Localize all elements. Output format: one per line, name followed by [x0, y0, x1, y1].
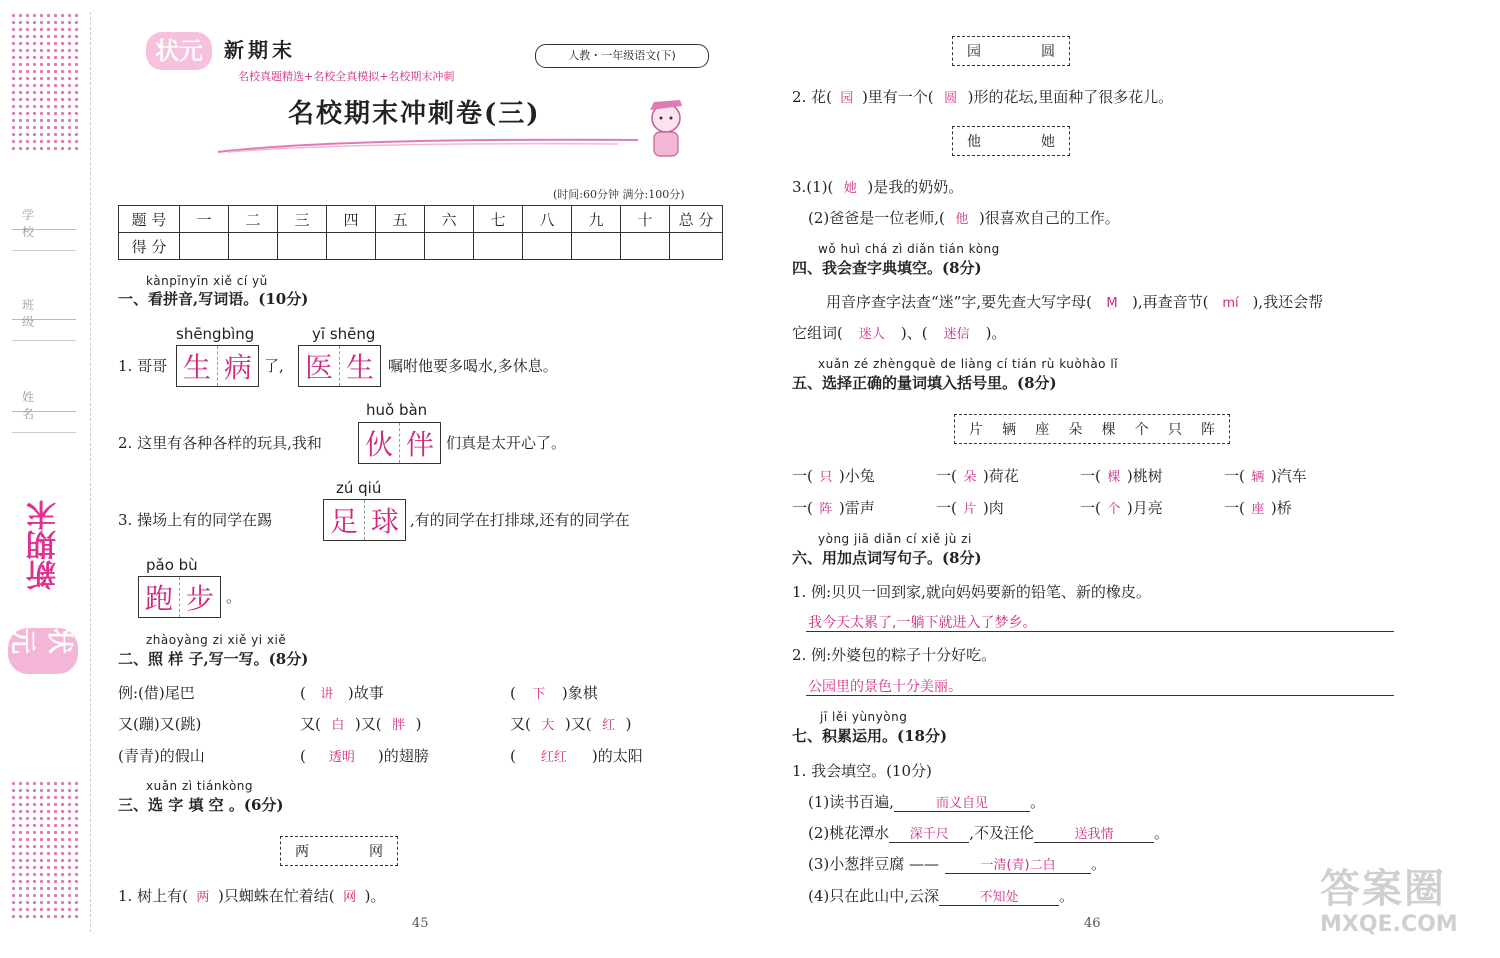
q2-pinyin: huǒ bàn — [366, 401, 428, 419]
text: )小兔 — [838, 467, 875, 485]
answer[interactable]: 红红 — [540, 750, 567, 765]
choice-box-1 — [280, 836, 398, 866]
answer[interactable]: mí — [1222, 296, 1239, 311]
score-cell[interactable] — [670, 233, 723, 260]
text: )只蜘蛛在忙着结( — [217, 887, 335, 905]
watermark-title: 答案圈 — [1320, 866, 1446, 912]
class-field[interactable]: 班级 — [12, 296, 76, 320]
text: 2. 花( — [792, 88, 832, 106]
score-header-cell: 四 — [327, 206, 376, 233]
q1-pinyin-2: yī shēng — [312, 325, 376, 343]
text: 它组词( — [792, 324, 843, 342]
paren: ( — [300, 684, 306, 702]
answer[interactable]: 他 — [955, 212, 969, 227]
answer-char: 跑 — [139, 577, 180, 617]
score-cell[interactable] — [425, 233, 474, 260]
answer[interactable]: 片 — [963, 502, 977, 517]
choice: 座 — [1035, 422, 1050, 438]
text: )的太阳 — [591, 747, 643, 765]
table-row — [119, 233, 723, 260]
text: )形的花坛,里面种了很多花儿。 — [967, 88, 1174, 106]
answer-line — [806, 631, 1394, 632]
answer-char: 伴 — [405, 428, 434, 461]
fold-line — [90, 12, 91, 932]
s7-fill-4 — [808, 885, 1074, 906]
s7-subtitle: 1. 我会填空。(10分) — [792, 762, 932, 780]
paren: ( — [300, 747, 306, 765]
text: 又( — [510, 715, 531, 733]
answer[interactable]: 阵 — [819, 502, 833, 517]
mw-item — [1224, 497, 1292, 518]
answer[interactable]: 一清(青)二白 — [945, 854, 1091, 874]
answer-char: 伙 — [359, 423, 400, 463]
choice: 棵 — [1101, 422, 1116, 438]
text: 一( — [1224, 499, 1245, 517]
answer[interactable]: 迷人 — [858, 327, 885, 342]
choice: 个 — [1134, 422, 1149, 438]
answer[interactable]: 棵 — [1107, 470, 1121, 485]
q1-prefix: 1. 哥哥 — [118, 357, 168, 375]
answer-char: 足 — [324, 500, 365, 540]
q2-prefix: 2. 这里有各种各样的玩具,我和 — [118, 434, 322, 452]
q2-suffix: 们真是太开心了。 — [446, 434, 567, 452]
text: )。 — [364, 887, 386, 905]
score-header-cell: 六 — [425, 206, 474, 233]
s2-example-3: (青青)的假山 — [118, 747, 205, 765]
score-cell[interactable] — [229, 233, 278, 260]
text: )里有一个( — [861, 88, 934, 106]
text: (3)小葱拌豆腐 —— — [808, 855, 940, 873]
q3-pinyin: zú qiú — [336, 479, 382, 497]
answer[interactable]: 网 — [343, 890, 357, 905]
s2-r3-b — [300, 745, 429, 766]
answer[interactable]: 圆 — [944, 91, 958, 106]
school-field[interactable]: 学校 — [12, 206, 76, 230]
q1-answer-grid-2[interactable] — [298, 345, 381, 387]
answer[interactable]: 她 — [843, 181, 857, 196]
text: )肉 — [982, 499, 1004, 517]
watermark-url: MXQE.COM — [1320, 912, 1458, 937]
mw-item — [1224, 465, 1307, 486]
answer-char: 生 — [177, 346, 218, 386]
s4-line-2 — [792, 322, 1006, 343]
answer[interactable]: 红 — [602, 718, 616, 733]
brand-title: 新期末 — [224, 38, 296, 62]
text: 一( — [792, 467, 813, 485]
page-number-left: 45 — [412, 916, 429, 931]
answer[interactable]: 大 — [541, 718, 555, 733]
score-cell[interactable] — [621, 233, 670, 260]
choice: 园 — [967, 44, 981, 60]
text: 又( — [300, 715, 321, 733]
score-cell[interactable] — [278, 233, 327, 260]
answer[interactable]: 胖 — [392, 718, 406, 733]
answer[interactable]: 座 — [1251, 502, 1265, 517]
class-line — [12, 340, 76, 341]
mw-item — [936, 465, 1019, 486]
page-title: 名校期末冲刺卷(三) — [288, 99, 541, 129]
text: (2)爸爸是一位老师,( — [808, 209, 945, 227]
s7-fill-3 — [808, 853, 1106, 874]
q3-prefix: 3. 操场上有的同学在踢 — [118, 511, 273, 529]
score-cell[interactable] — [376, 233, 425, 260]
answer[interactable]: 个 — [1107, 502, 1121, 517]
answer-char: 球 — [370, 505, 399, 538]
watermark — [1320, 866, 1492, 952]
q1-mid: 了, — [264, 357, 284, 375]
answer[interactable]: M — [1106, 296, 1118, 311]
q3-suffix: ,有的同学在打排球,还有的同学在 — [410, 511, 630, 529]
score-header-cell: 五 — [376, 206, 425, 233]
answer[interactable]: 不知处 — [939, 886, 1059, 906]
name-field[interactable]: 姓名 — [12, 388, 76, 412]
s4-line-1 — [826, 291, 1323, 312]
brand-vertical: 新期末 — [27, 500, 62, 590]
text: )又( — [564, 715, 592, 733]
s3-q3b — [808, 207, 1120, 228]
school-line — [12, 250, 76, 251]
section-3-pinyin: xuǎn zì tiánkòng — [146, 779, 254, 793]
answer[interactable]: 讲 — [320, 687, 334, 702]
text: 。 — [1059, 887, 1075, 905]
answer[interactable]: 而义自见 — [894, 792, 1030, 812]
score-cell[interactable] — [180, 233, 229, 260]
section-7-title: 七、积累运用。(18分) — [792, 727, 948, 745]
answer[interactable]: 两 — [196, 890, 210, 905]
name-line — [12, 432, 76, 433]
text: )是我的奶奶。 — [867, 178, 964, 196]
answer[interactable]: 透明 — [328, 750, 355, 765]
text: )、( — [900, 324, 928, 342]
answer[interactable]: 辆 — [1251, 470, 1265, 485]
measure-word-box — [954, 414, 1230, 444]
q3-answer-grid[interactable] — [323, 499, 406, 541]
text: )桥 — [1270, 499, 1292, 517]
score-header-cell: 二 — [229, 206, 278, 233]
text: )很喜欢自己的工作。 — [978, 209, 1120, 227]
s7-fill-1 — [808, 791, 1045, 812]
choice: 朵 — [1068, 422, 1083, 438]
text: (1)读书百遍, — [808, 793, 895, 811]
text: 一( — [792, 499, 813, 517]
brand-logo: 状元 — [146, 32, 212, 70]
choice: 她 — [1041, 134, 1055, 150]
text: 3.(1)( — [792, 178, 834, 196]
s7-fill-2 — [808, 822, 1169, 843]
s6-answer-2[interactable]: 公园里的景色十分美丽。 — [808, 679, 962, 695]
text: )月亮 — [1126, 499, 1163, 517]
text: ) — [625, 715, 632, 733]
text: 。 — [1091, 855, 1107, 873]
choice: 两 — [295, 844, 309, 860]
s3-q1 — [118, 885, 386, 906]
text: 。 — [1030, 793, 1046, 811]
section-5-title: 五、选择正确的量词填入括号里。(8分) — [792, 374, 1057, 392]
score-header-cell: 八 — [523, 206, 572, 233]
text: )。 — [985, 324, 1007, 342]
text: 。 — [1154, 824, 1170, 842]
q2-answer-grid[interactable] — [358, 422, 441, 464]
text: 一( — [936, 467, 957, 485]
section-5-pinyin: xuǎn zé zhèngquè de liàng cí tián rù kuòhào lǐ — [818, 357, 1119, 371]
score-header-cell: 十 — [621, 206, 670, 233]
choice: 只 — [1167, 422, 1182, 438]
page-number-right: 46 — [1084, 916, 1101, 931]
paren: ( — [510, 747, 516, 765]
q4-answer-grid[interactable] — [138, 576, 221, 618]
section-6-pinyin: yòng jiā diǎn cí xiě jù zi — [818, 532, 972, 546]
decor-dots-bottom — [10, 780, 80, 920]
section-1-title: 一、看拼音,写词语。(10分) — [118, 290, 309, 308]
text: )荷花 — [982, 467, 1019, 485]
answer[interactable]: 园 — [840, 91, 854, 106]
section-4-title: 四、我会查字典填空。(8分) — [792, 259, 982, 277]
q1-answer-grid-1[interactable] — [176, 345, 259, 387]
text: ),我还会帮 — [1252, 293, 1324, 311]
text: ),再查音节( — [1131, 293, 1209, 311]
score-header-cell: 一 — [180, 206, 229, 233]
text: (2)桃花潭水 — [808, 824, 890, 842]
answer[interactable]: 只 — [819, 470, 833, 485]
mw-item — [792, 497, 875, 518]
answer-char: 病 — [223, 351, 252, 384]
answer-char: 医 — [299, 346, 340, 386]
answer[interactable]: 迷信 — [943, 327, 970, 342]
s2-example-1: 例:(借)尾巴 — [118, 684, 195, 702]
choice: 网 — [369, 844, 383, 860]
choice-box-2 — [952, 36, 1070, 66]
paren: ( — [510, 684, 516, 702]
score-header-cell: 题 号 — [119, 206, 180, 233]
s2-r2-c — [510, 713, 631, 734]
text: )桃树 — [1126, 467, 1163, 485]
s6-q1: 1. 例:贝贝一回到家,就向妈妈要新的铅笔、新的橡皮。 — [792, 583, 1151, 601]
score-header-cell: 九 — [572, 206, 621, 233]
s2-r1-b — [300, 682, 384, 703]
answer-line — [806, 695, 1394, 696]
section-2-title: 二、照 样 子,写一写。(8分) — [118, 650, 309, 668]
s2-r2-b — [300, 713, 421, 734]
title-swoosh — [218, 136, 638, 154]
choice: 他 — [967, 134, 981, 150]
text: 1. 树上有( — [118, 887, 188, 905]
s6-q2: 2. 例:外婆包的粽子十分好吃。 — [792, 646, 997, 664]
choice: 阵 — [1200, 422, 1215, 438]
answer[interactable]: 深千尺 — [889, 823, 969, 843]
choice: 片 — [969, 422, 983, 438]
text: 一( — [1080, 499, 1101, 517]
s2-example-2: 又(蹦)又(跳) — [118, 715, 202, 733]
mw-item — [1080, 465, 1163, 486]
answer[interactable]: 下 — [532, 687, 546, 702]
text: )雷声 — [838, 499, 875, 517]
answer-char: 步 — [185, 582, 214, 615]
edition-badge: 人教・一年级语文(下) — [535, 44, 709, 68]
section-1-pinyin: kànpīnyīn xiě cí yǔ — [146, 274, 268, 288]
section-7-pinyin: jī lěi yùnyòng — [820, 710, 908, 724]
text: )象棋 — [561, 684, 598, 702]
choice-box-3 — [952, 126, 1070, 156]
section-2-pinyin: zhàoyàng zi xiě yi xiě — [146, 633, 287, 647]
text: )汽车 — [1270, 467, 1307, 485]
text: )故事 — [347, 684, 384, 702]
answer[interactable]: 送我情 — [1034, 823, 1154, 843]
answer-char: 生 — [345, 351, 374, 384]
text: ,不及汪伦 — [969, 824, 1035, 842]
score-cell[interactable] — [327, 233, 376, 260]
q1-pinyin-1: shēngbìng — [176, 325, 255, 343]
time-note: (时间:60分钟 满分:100分) — [553, 188, 685, 201]
score-row-label: 得 分 — [119, 233, 180, 260]
choice: 圆 — [1041, 44, 1055, 60]
q4-pinyin: pǎo bù — [146, 556, 198, 574]
section-6-title: 六、用加点词写句子。(8分) — [792, 549, 982, 567]
q1-suffix: 嘱咐他要多喝水,多休息。 — [388, 357, 558, 375]
decor-dots-top — [10, 12, 80, 152]
score-cell[interactable] — [572, 233, 621, 260]
mw-item — [792, 465, 875, 486]
score-cell[interactable] — [474, 233, 523, 260]
score-table — [118, 205, 723, 260]
text: 用音序查字法查“迷”字,要先查大写字母( — [826, 293, 1092, 311]
s6-answer-1[interactable]: 我今天太累了,一躺下就进入了梦乡。 — [808, 615, 1037, 631]
score-header-cell: 三 — [278, 206, 327, 233]
s2-r1-c — [510, 682, 598, 703]
score-header-cell: 七 — [474, 206, 523, 233]
brand-subtitle: 名校真题精选+名校全真模拟+名校期末冲刺 — [238, 70, 455, 83]
score-cell[interactable] — [523, 233, 572, 260]
s2-r3-c — [510, 745, 643, 766]
answer[interactable]: 朵 — [963, 470, 977, 485]
brand-logo-side: 状元 — [8, 628, 78, 674]
mw-item — [936, 497, 1004, 518]
text: 一( — [1224, 467, 1245, 485]
text: (4)只在此山中,云深 — [808, 887, 940, 905]
table-row — [119, 206, 723, 233]
cartoon-figure-icon — [636, 96, 698, 162]
mw-item — [1080, 497, 1163, 518]
text: 一( — [1080, 467, 1101, 485]
s3-q2 — [792, 86, 1173, 107]
q4-suffix: 。 — [226, 588, 242, 606]
text: ) — [415, 715, 422, 733]
text: 一( — [936, 499, 957, 517]
score-header-cell: 总 分 — [670, 206, 723, 233]
section-3-title: 三、选 字 填 空 。(6分) — [118, 796, 284, 814]
section-4-pinyin: wǒ huì chá zì diǎn tián kòng — [818, 242, 1000, 256]
answer[interactable]: 白 — [331, 718, 345, 733]
s3-q3a — [792, 176, 963, 197]
choice: 辆 — [1002, 422, 1017, 438]
text: )的翅膀 — [377, 747, 429, 765]
text: )又( — [354, 715, 382, 733]
